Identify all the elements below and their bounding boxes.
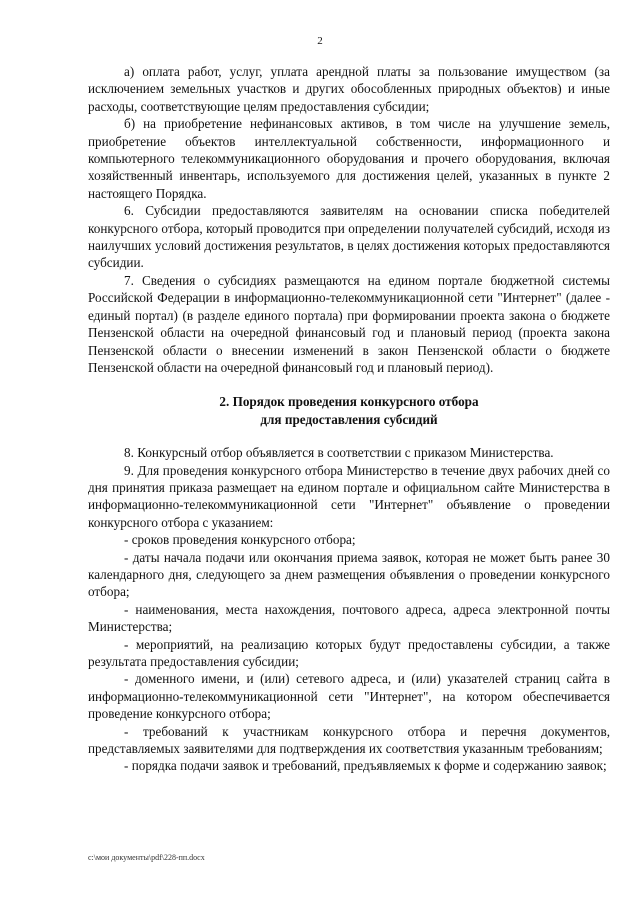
list-item-activities: - мероприятий, на реализацию которых будут предоставлены субсидии, а также результата предоставления субсидии; xyxy=(88,636,610,669)
document-body xyxy=(88,63,610,775)
list-item-domain-name: - доменного имени, и (или) сетевого адреса, и (или) указателей страниц сайта в информационно-телекоммуникационной сети "Интернет", на котором обеспечивается проведение конкурсного отбора; xyxy=(88,671,610,722)
file-path-footer: c:\мои документы\pdf\228-пп.docx xyxy=(88,853,205,862)
paragraph-5b: б) на приобретение нефинансовых активов, в том числе на улучшение земель, приобретение объектов интеллектуальной собственности, информационного и компьютерного телекоммуникационного оборудования и прочего оборудования, включая хозяйственный инвентарь, используемого для достижения целей, указанных в пункте 2 настоящего Порядка. xyxy=(88,116,610,201)
paragraph-8: 8. Конкурсный отбор объявляется в соответствии с приказом Министерства. xyxy=(124,445,554,461)
list-item-dates: - даты начала подачи или окончания приема заявок, которая не может быть ранее 30 календарного дня, следующего за днем размещения объявления о проведении конкурсного отбора; xyxy=(88,549,610,600)
section-heading-line-2: для предоставления субсидий xyxy=(260,411,438,427)
section-heading-line-1: 2. Порядок проведения конкурсного отбора xyxy=(219,394,479,410)
paragraph-5a: а) оплата работ, услуг, уплата арендной платы за пользование имуществом (за исключением земельных участков и других обособленных природных объектов) и иные расходы, соответствующие целям предоставления субсидии; xyxy=(88,64,610,114)
list-item-ministry-contacts: - наименования, места нахождения, почтового адреса, адреса электронной почты Министерства; xyxy=(88,601,610,635)
list-item-participant-requirements: - требований к участникам конкурсного отбора и перечня документов, представляемых заявителями для подтверждения их соответствия указанным требованиям; xyxy=(88,723,610,757)
paragraph-7: 7. Сведения о субсидиях размещаются на едином портале бюджетной системы Российской Федерации в информационно-телекоммуникационной сети "Интернет" (далее - единый портал) (в разделе единого портала) при формировании проекта закона о бюджете Пензенской области на очередной финансовый год и плановый период (проекта закона Пензенской области о внесении изменений в закон Пензенской области о бюджете Пензенской области на очередной финансовый год и плановый период). xyxy=(88,272,610,375)
section-heading xyxy=(88,393,610,428)
paragraph-9: 9. Для проведения конкурсного отбора Министерство в течение двух рабочих дней со дня принятия приказа размещает на едином портале и официальном сайте Министерства в информационно-телекоммуникационной сети "Интернет" объявление о проведении конкурсного отбора с указанием: xyxy=(88,462,610,530)
list-item-terms: - сроков проведения конкурсного отбора; xyxy=(124,532,356,548)
list-item-application-procedure: - порядка подачи заявок и требований, предъявляемых к форме и содержанию заявок; xyxy=(124,758,607,774)
paragraph-6: 6. Субсидии предоставляются заявителям на основании списка победителей конкурсного отбора, который проводится при определении получателей субсидий, исходя из наилучших условий достижения результатов, в целях достижения которых предоставляются субсидии. xyxy=(88,203,610,271)
page-number: 2 xyxy=(317,35,323,47)
